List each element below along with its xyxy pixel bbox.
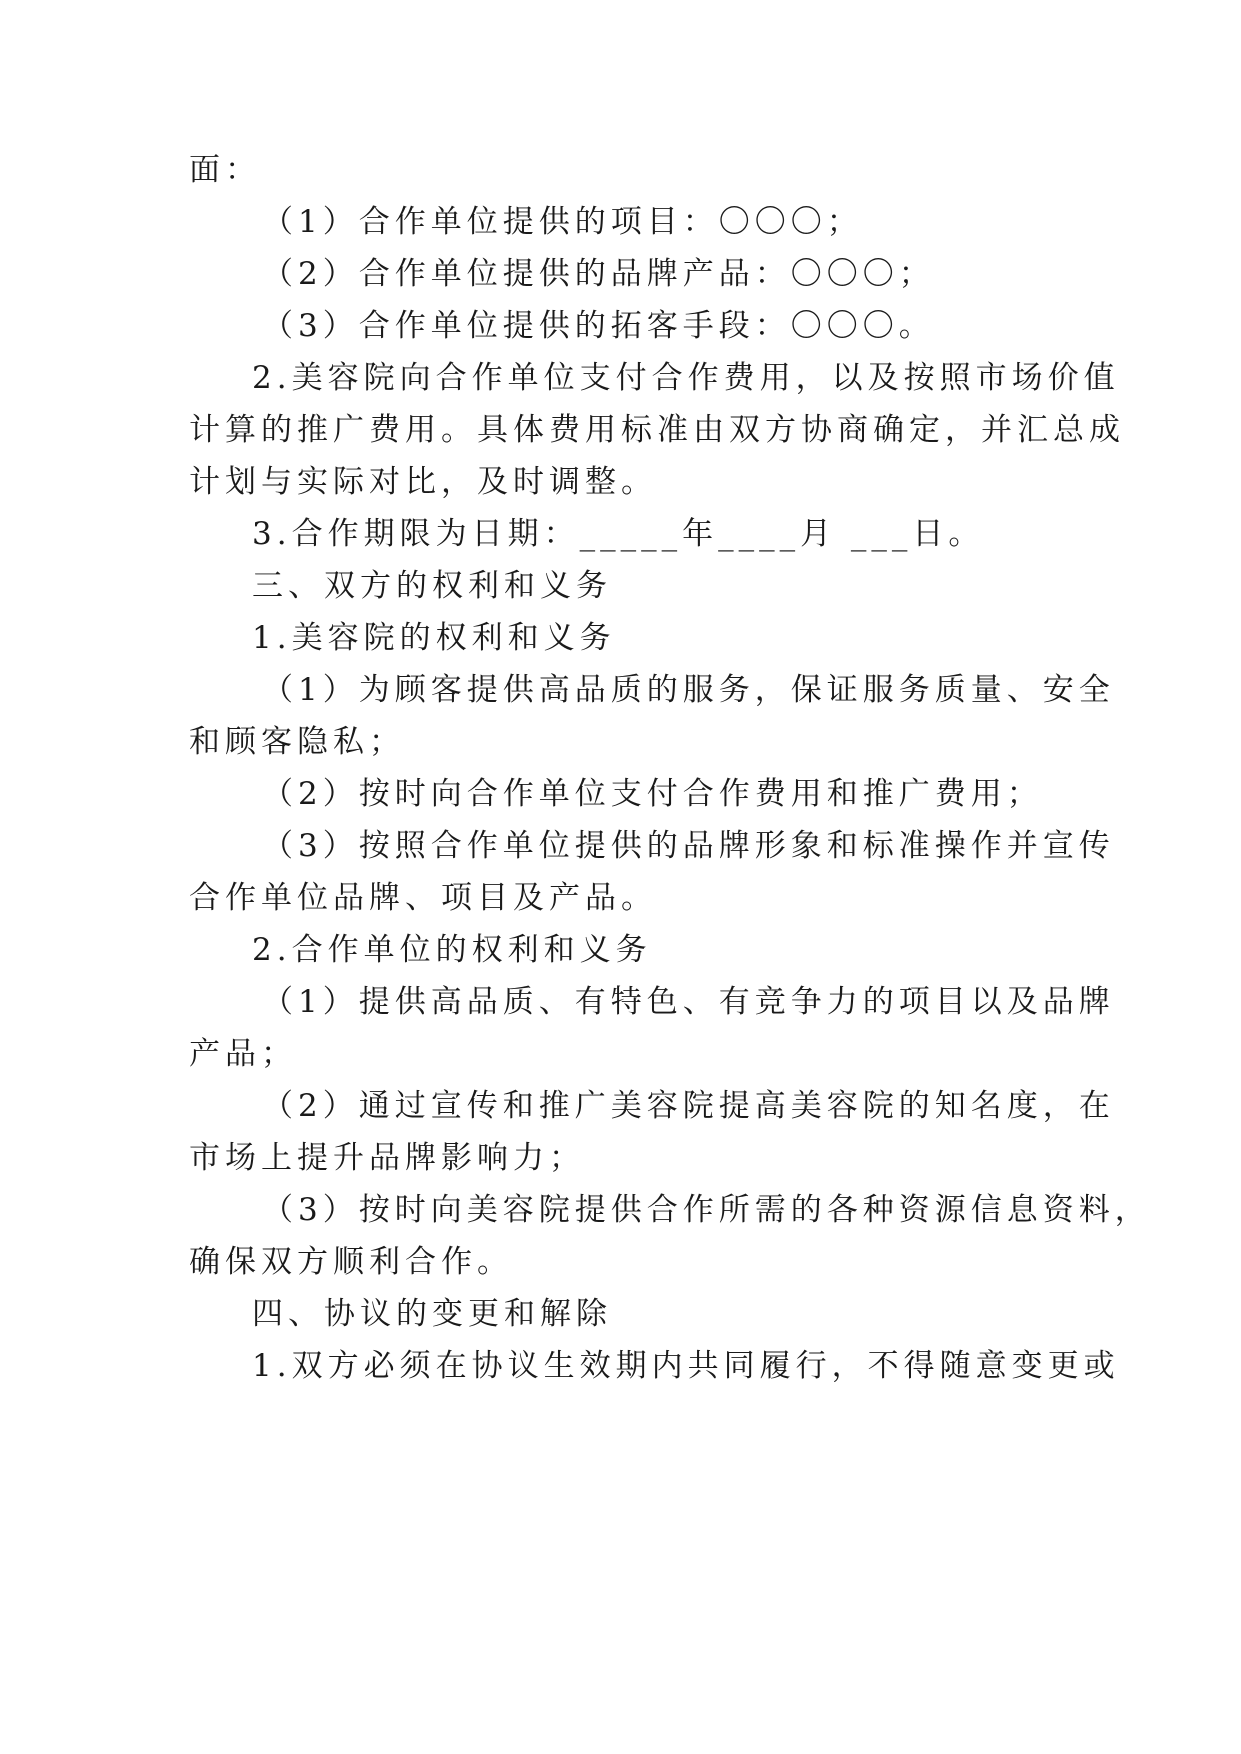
list-item: （3）合作单位提供的拓客手段：〇〇〇。: [262, 308, 935, 344]
list-item: （2）合作单位提供的品牌产品：〇〇〇；: [262, 256, 935, 292]
section-heading: 三、双方的权利和义务: [252, 568, 612, 604]
list-item: （3）按时向美容院提供合作所需的各种资源信息资料，: [262, 1192, 1151, 1228]
list-item: （2）按时向合作单位支付合作费用和推广费用；: [262, 776, 1043, 812]
section-heading: 四、协议的变更和解除: [252, 1296, 612, 1332]
text-line: 面：: [189, 152, 261, 188]
list-item: （1）提供高品质、有特色、有竞争力的项目以及品牌: [262, 984, 1115, 1020]
paragraph-line: 2.美容院向合作单位支付合作费用，以及按照市场价值: [252, 360, 1120, 396]
list-item-continuation: 市场上提升品牌影响力；: [189, 1140, 585, 1176]
paragraph-line: 1.双方必须在协议生效期内共同履行，不得随意变更或: [252, 1348, 1120, 1384]
paragraph-line: 计算的推广费用。具体费用标准由双方协商确定，并汇总成: [189, 412, 1125, 448]
list-item-continuation: 产品；: [189, 1036, 297, 1072]
list-item-continuation: 和顾客隐私；: [189, 724, 405, 760]
list-item: （2）通过宣传和推广美容院提高美容院的知名度，在: [262, 1088, 1115, 1124]
subsection-heading: 1.美容院的权利和义务: [252, 620, 616, 656]
subsection-heading: 2.合作单位的权利和义务: [252, 932, 652, 968]
paragraph-line: 3.合作期限为日期：_____年____月 ___日。: [252, 516, 985, 552]
list-item-continuation: 确保双方顺利合作。: [189, 1244, 513, 1280]
paragraph-line: 计划与实际对比，及时调整。: [189, 464, 657, 500]
list-item-continuation: 合作单位品牌、项目及产品。: [189, 880, 657, 916]
list-item: （1）为顾客提供高品质的服务，保证服务质量、安全: [262, 672, 1115, 708]
list-item: （3）按照合作单位提供的品牌形象和标准操作并宣传: [262, 828, 1115, 864]
list-item: （1）合作单位提供的项目：〇〇〇；: [262, 204, 863, 240]
